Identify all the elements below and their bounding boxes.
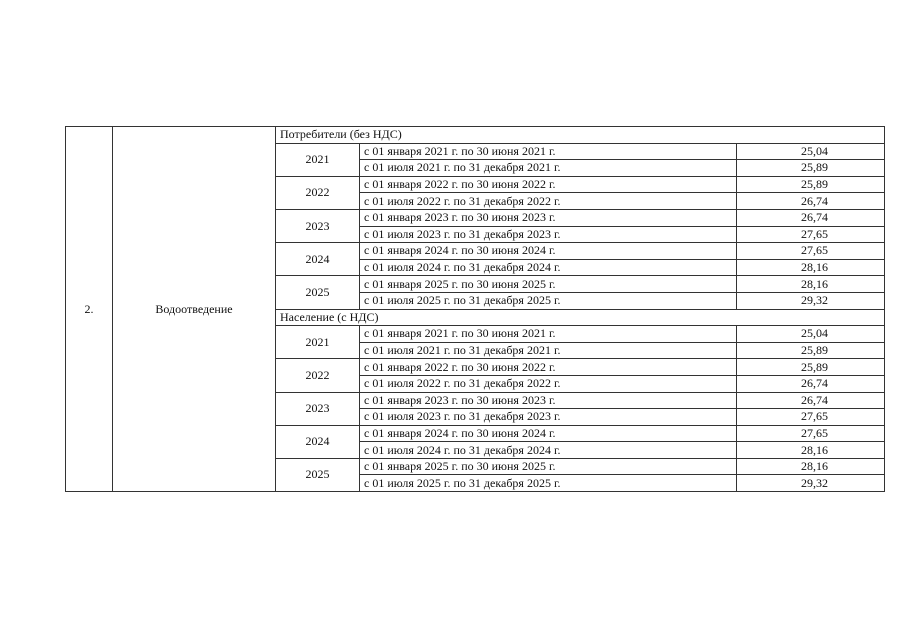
period-cell: с 01 июля 2023 г. по 31 декабря 2023 г. xyxy=(360,226,737,243)
tariff-value-cell: 28,16 xyxy=(737,442,885,459)
period-cell: с 01 июля 2025 г. по 31 декабря 2025 г. xyxy=(360,475,737,492)
period-cell: с 01 июля 2024 г. по 31 декабря 2024 г. xyxy=(360,442,737,459)
tariff-value-cell: 29,32 xyxy=(737,475,885,492)
period-cell: с 01 июля 2021 г. по 31 декабря 2021 г. xyxy=(360,342,737,359)
tariff-value-cell: 26,74 xyxy=(737,209,885,226)
period-cell: с 01 января 2021 г. по 30 июня 2021 г. xyxy=(360,326,737,343)
period-cell: с 01 января 2022 г. по 30 июня 2022 г. xyxy=(360,176,737,193)
period-cell: с 01 июля 2024 г. по 31 декабря 2024 г. xyxy=(360,259,737,276)
year-cell: 2021 xyxy=(276,326,360,359)
tariff-value-cell: 25,04 xyxy=(737,326,885,343)
year-cell: 2025 xyxy=(276,276,360,309)
tariff-value-cell: 29,32 xyxy=(737,292,885,309)
year-cell: 2025 xyxy=(276,458,360,491)
tariff-value-cell: 26,74 xyxy=(737,375,885,392)
group-title: Потребители (без НДС) xyxy=(276,127,885,144)
tariff-value-cell: 25,89 xyxy=(737,160,885,177)
tariff-value-cell: 28,16 xyxy=(737,458,885,475)
group-header-row xyxy=(66,127,885,144)
year-cell: 2023 xyxy=(276,392,360,425)
period-cell: с 01 января 2021 г. по 30 июня 2021 г. xyxy=(360,143,737,160)
period-cell: с 01 января 2025 г. по 30 июня 2025 г. xyxy=(360,458,737,475)
tariff-value-cell: 27,65 xyxy=(737,409,885,426)
period-cell: с 01 июля 2021 г. по 31 декабря 2021 г. xyxy=(360,160,737,177)
period-cell: с 01 января 2023 г. по 30 июня 2023 г. xyxy=(360,209,737,226)
tariff-value-cell: 28,16 xyxy=(737,276,885,293)
tariff-table-body xyxy=(66,127,885,492)
group-title: Население (с НДС) xyxy=(276,309,885,326)
service-name: Водоотведение xyxy=(113,127,276,492)
year-cell: 2024 xyxy=(276,425,360,458)
tariff-value-cell: 25,89 xyxy=(737,359,885,376)
tariff-table xyxy=(65,126,885,492)
year-cell: 2024 xyxy=(276,243,360,276)
tariff-value-cell: 28,16 xyxy=(737,259,885,276)
period-cell: с 01 января 2025 г. по 30 июня 2025 г. xyxy=(360,276,737,293)
period-cell: с 01 января 2024 г. по 30 июня 2024 г. xyxy=(360,243,737,260)
row-number: 2. xyxy=(66,127,113,492)
period-cell: с 01 июля 2022 г. по 31 декабря 2022 г. xyxy=(360,375,737,392)
tariff-value-cell: 25,04 xyxy=(737,143,885,160)
period-cell: с 01 июля 2023 г. по 31 декабря 2023 г. xyxy=(360,409,737,426)
year-cell: 2022 xyxy=(276,359,360,392)
period-cell: с 01 января 2024 г. по 30 июня 2024 г. xyxy=(360,425,737,442)
period-cell: с 01 января 2023 г. по 30 июня 2023 г. xyxy=(360,392,737,409)
year-cell: 2023 xyxy=(276,209,360,242)
period-cell: с 01 июля 2022 г. по 31 декабря 2022 г. xyxy=(360,193,737,210)
period-cell: с 01 января 2022 г. по 30 июня 2022 г. xyxy=(360,359,737,376)
tariff-value-cell: 26,74 xyxy=(737,392,885,409)
tariff-value-cell: 25,89 xyxy=(737,176,885,193)
tariff-value-cell: 26,74 xyxy=(737,193,885,210)
year-cell: 2022 xyxy=(276,176,360,209)
tariff-value-cell: 27,65 xyxy=(737,243,885,260)
period-cell: с 01 июля 2025 г. по 31 декабря 2025 г. xyxy=(360,292,737,309)
tariff-value-cell: 27,65 xyxy=(737,226,885,243)
year-cell: 2021 xyxy=(276,143,360,176)
tariff-value-cell: 27,65 xyxy=(737,425,885,442)
tariff-value-cell: 25,89 xyxy=(737,342,885,359)
